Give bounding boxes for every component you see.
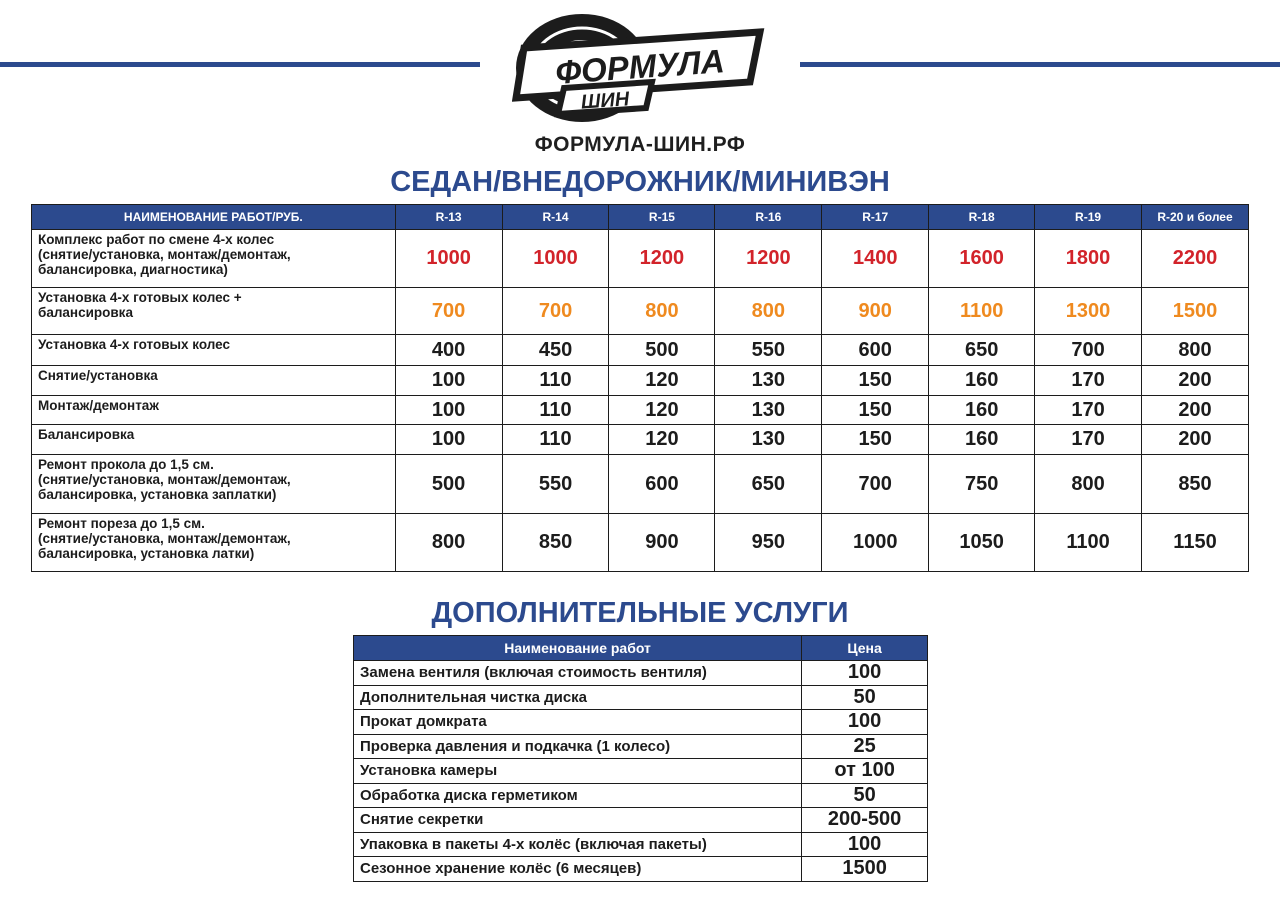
- extra-table-row: [354, 783, 928, 808]
- price-cell: 950: [715, 514, 822, 572]
- price-cell: 550: [502, 455, 609, 514]
- service-name-line: балансировка, диагностика): [38, 262, 228, 277]
- price-cell: 160: [929, 366, 1035, 396]
- price-cell: 130: [715, 396, 822, 425]
- price-cell: 1800: [1035, 230, 1142, 288]
- price-cell: 800: [715, 288, 822, 335]
- price-cell: 1100: [929, 288, 1035, 335]
- price-cell: 900: [822, 288, 929, 335]
- price-cell: 110: [502, 425, 609, 455]
- extra-table-row: [354, 832, 928, 857]
- price-cell: 700: [502, 288, 609, 335]
- extra-service-price: 100: [802, 661, 928, 686]
- price-cell: 160: [929, 396, 1035, 425]
- price-table-row: [32, 335, 1249, 366]
- price-cell: 600: [609, 455, 715, 514]
- price-cell: 200: [1142, 396, 1249, 425]
- extra-service-name: Сезонное хранение колёс (6 месяцев): [354, 857, 802, 882]
- extra-service-name: Установка камеры: [354, 759, 802, 784]
- header-size: R-13: [395, 205, 502, 230]
- price-table-row: [32, 366, 1249, 396]
- price-cell: 400: [395, 335, 502, 366]
- price-cell: 120: [609, 396, 715, 425]
- price-cell: 500: [609, 335, 715, 366]
- brand-logo: [512, 12, 768, 124]
- price-cell: 130: [715, 425, 822, 455]
- service-name: [32, 514, 396, 572]
- price-cell: 110: [502, 396, 609, 425]
- extra-header-price: Цена: [802, 636, 928, 661]
- price-cell: 900: [609, 514, 715, 572]
- price-cell: 130: [715, 366, 822, 396]
- extra-table-row: [354, 710, 928, 735]
- price-cell: 500: [395, 455, 502, 514]
- price-table-header: [32, 205, 1249, 230]
- header-rule-left: [0, 62, 480, 67]
- price-cell: 1100: [1035, 514, 1142, 572]
- price-cell: 800: [609, 288, 715, 335]
- price-table-row: [32, 514, 1249, 572]
- main-section-title: СЕДАН/ВНЕДОРОЖНИК/МИНИВЭН: [390, 166, 890, 198]
- price-cell: 800: [1142, 335, 1249, 366]
- price-cell: 700: [1035, 335, 1142, 366]
- service-name: [32, 455, 396, 514]
- extra-service-name: Обработка диска герметиком: [354, 783, 802, 808]
- price-cell: 1600: [929, 230, 1035, 288]
- header-size: R-16: [715, 205, 822, 230]
- price-cell: 200: [1142, 425, 1249, 455]
- price-cell: 1200: [715, 230, 822, 288]
- service-name-line: Комплекс работ по смене 4-х колес: [38, 232, 275, 247]
- price-cell: 120: [609, 425, 715, 455]
- price-cell: 700: [395, 288, 502, 335]
- price-cell: 550: [715, 335, 822, 366]
- price-cell: 1500: [1142, 288, 1249, 335]
- extra-service-name: Снятие секретки: [354, 808, 802, 833]
- price-table-row: [32, 455, 1249, 514]
- extra-service-price: 100: [802, 710, 928, 735]
- service-name: [32, 425, 396, 455]
- extra-service-name: Прокат домкрата: [354, 710, 802, 735]
- header-size: R-17: [822, 205, 929, 230]
- price-cell: 800: [395, 514, 502, 572]
- price-cell: 110: [502, 366, 609, 396]
- tire-service-price-table: [31, 204, 1249, 572]
- service-name: [32, 288, 396, 335]
- extra-service-price: 200-500: [802, 808, 928, 833]
- header-service-name: НАИМЕНОВАНИЕ РАБОТ/РУБ.: [32, 205, 396, 230]
- header-size: R-14: [502, 205, 609, 230]
- price-cell: 700: [822, 455, 929, 514]
- service-name-line: Ремонт прокола до 1,5 см.: [38, 457, 214, 472]
- price-cell: 450: [502, 335, 609, 366]
- extra-table-row: [354, 734, 928, 759]
- service-name-line: Балансировка: [38, 427, 135, 442]
- extra-services-table: [353, 635, 928, 882]
- price-table-row: [32, 396, 1249, 425]
- extra-service-price: 100: [802, 832, 928, 857]
- extra-table-header: [354, 636, 928, 661]
- price-cell: 1300: [1035, 288, 1142, 335]
- price-cell: 1000: [395, 230, 502, 288]
- price-cell: 200: [1142, 366, 1249, 396]
- price-cell: 1150: [1142, 514, 1249, 572]
- extra-table-row: [354, 808, 928, 833]
- service-name: [32, 230, 396, 288]
- service-name-line: балансировка, установка заплатки): [38, 487, 277, 502]
- extra-table-row: [354, 759, 928, 784]
- service-name-line: (снятие/установка, монтаж/демонтаж,: [38, 472, 291, 487]
- price-cell: 150: [822, 396, 929, 425]
- price-cell: 1050: [929, 514, 1035, 572]
- header-size: R-15: [609, 205, 715, 230]
- extra-service-price: 50: [802, 783, 928, 808]
- extra-service-price: 50: [802, 685, 928, 710]
- header-size: R-18: [929, 205, 1035, 230]
- price-cell: 100: [395, 366, 502, 396]
- price-cell: 170: [1035, 396, 1142, 425]
- service-name-line: Ремонт пореза до 1,5 см.: [38, 516, 205, 531]
- service-name: [32, 396, 396, 425]
- header-rule-right: [800, 62, 1280, 67]
- extra-table-row: [354, 685, 928, 710]
- extra-service-name: Проверка давления и подкачка (1 колесо): [354, 734, 802, 759]
- price-cell: 170: [1035, 366, 1142, 396]
- service-name-line: Снятие/установка: [38, 368, 158, 383]
- extra-service-name: Упаковка в пакеты 4-х колёс (включая пакеты): [354, 832, 802, 857]
- price-cell: 1200: [609, 230, 715, 288]
- extra-section-title: ДОПОЛНИТЕЛЬНЫЕ УСЛУГИ: [431, 597, 849, 629]
- extra-service-price: 1500: [802, 857, 928, 882]
- service-name: [32, 335, 396, 366]
- service-name-line: Установка 4-х готовых колес +: [38, 290, 242, 305]
- price-cell: 120: [609, 366, 715, 396]
- price-cell: 650: [715, 455, 822, 514]
- price-cell: 750: [929, 455, 1035, 514]
- price-table-row: [32, 288, 1249, 335]
- price-cell: 600: [822, 335, 929, 366]
- service-name-line: балансировка: [38, 305, 133, 320]
- price-cell: 650: [929, 335, 1035, 366]
- price-cell: 160: [929, 425, 1035, 455]
- service-name-line: Монтаж/демонтаж: [38, 398, 159, 413]
- price-cell: 150: [822, 366, 929, 396]
- service-name-line: Установка 4-х готовых колес: [38, 337, 230, 352]
- price-cell: 800: [1035, 455, 1142, 514]
- price-cell: 100: [395, 425, 502, 455]
- service-name-line: (снятие/установка, монтаж/демонтаж,: [38, 531, 291, 546]
- price-cell: 170: [1035, 425, 1142, 455]
- extra-service-price: 25: [802, 734, 928, 759]
- logo-text-bottom: ШИН: [580, 88, 630, 114]
- service-name-line: (снятие/установка, монтаж/демонтаж,: [38, 247, 291, 262]
- price-cell: 150: [822, 425, 929, 455]
- price-cell: 1000: [822, 514, 929, 572]
- price-cell: 2200: [1142, 230, 1249, 288]
- extra-service-name: Замена вентиля (включая стоимость вентиля): [354, 661, 802, 686]
- header-size: R-19: [1035, 205, 1142, 230]
- extra-table-row: [354, 661, 928, 686]
- price-table-row: [32, 425, 1249, 455]
- price-cell: 1400: [822, 230, 929, 288]
- extra-service-name: Дополнительная чистка диска: [354, 685, 802, 710]
- header-size: R-20 и более: [1142, 205, 1249, 230]
- service-name: [32, 366, 396, 396]
- price-table-row: [32, 230, 1249, 288]
- price-cell: 850: [1142, 455, 1249, 514]
- price-cell: 850: [502, 514, 609, 572]
- price-cell: 100: [395, 396, 502, 425]
- service-name-line: балансировка, установка латки): [38, 546, 255, 561]
- price-cell: 1000: [502, 230, 609, 288]
- extra-service-price: от 100: [802, 759, 928, 784]
- extra-table-row: [354, 857, 928, 882]
- logo-text-top: ФОРМУЛА: [554, 42, 726, 91]
- extra-header-name: Наименование работ: [354, 636, 802, 661]
- website-url: ФОРМУЛА-ШИН.РФ: [534, 133, 746, 156]
